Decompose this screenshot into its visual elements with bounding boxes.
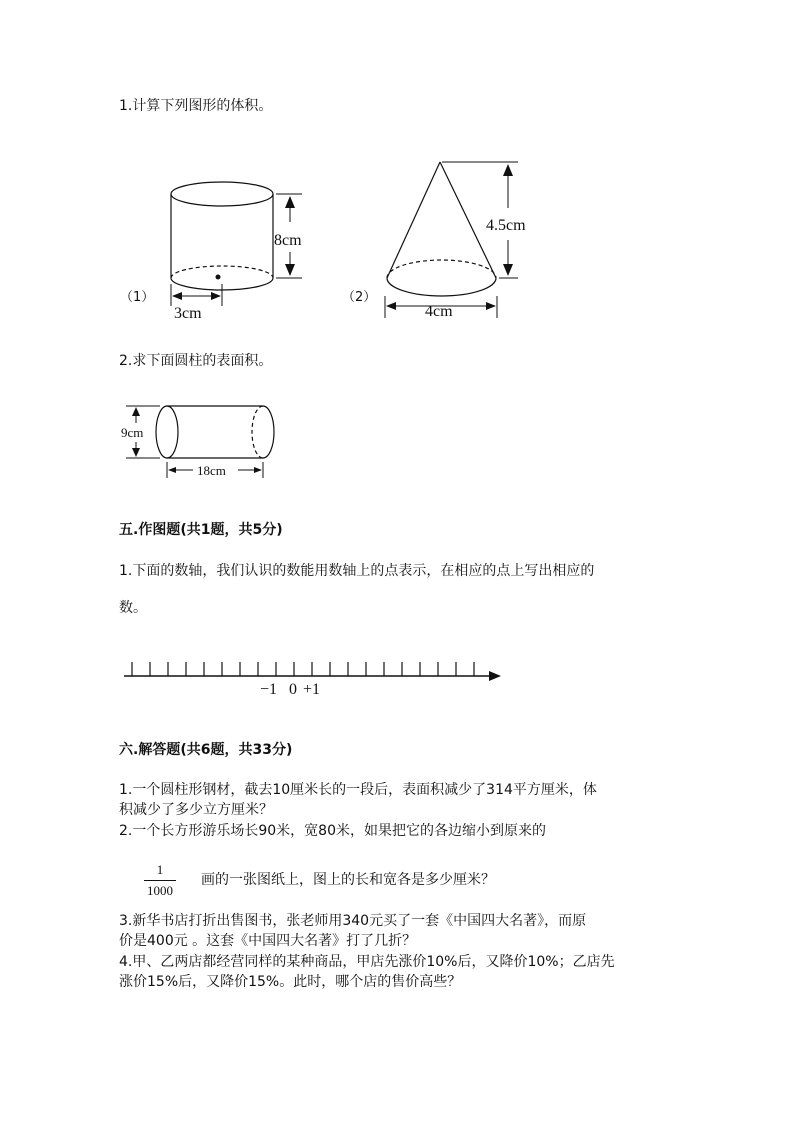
cylinder-radius-label: 3cm [174, 305, 202, 322]
horizontal-cylinder-length-label: 18cm [197, 463, 226, 478]
fraction [140, 862, 180, 902]
section6-q3-line2: 价是400元 。这套《中国四大名著》打了几折？ [119, 933, 417, 949]
section6-title: 六.解答题(共6题，共33分) [119, 742, 293, 758]
cylinder-height-label: 8cm [274, 232, 302, 249]
q1-text: 1.计算下列图形的体积。 [119, 98, 273, 114]
number-line-ticks [132, 662, 474, 676]
section5-q1-line2: 数。 [119, 600, 147, 616]
fraction-bar [144, 880, 176, 881]
number-line-arrow [489, 671, 501, 681]
number-line-label-zero: 0 [289, 681, 297, 698]
fraction-numerator: 1 [156, 862, 164, 877]
number-line [124, 662, 492, 676]
horizontal-cylinder-diameter-label: 9cm [121, 425, 144, 440]
section5-title: 五.作图题(共1题，共5分) [119, 522, 283, 538]
number-line-label-pos: +1 [303, 681, 321, 698]
cylinder-shape [171, 182, 273, 290]
horizontal-cylinder-shape [156, 406, 274, 458]
cone-shape [387, 162, 496, 296]
section6-q4-line2: 涨价15%后，又降价15%。此时，哪个店的售价高些？ [119, 974, 462, 990]
section6-q2-line2: 画的一张图纸上，图上的长和宽各是多少厘米？ [201, 872, 495, 888]
cylinder-center-dot [216, 275, 221, 280]
section6-q2-line1: 2.一个长方形游乐场长90米，宽80米，如果把它的各边缩小到原来的 [119, 823, 546, 839]
figure1-marker: （1） [120, 290, 155, 305]
cone-height-label: 4.5cm [486, 217, 526, 234]
number-line-label-neg: −1 [260, 681, 278, 698]
section6-q1-line1: 1.一个圆柱形钢材，截去10厘米长的一段后，表面积减少了314平方厘米，体 [119, 782, 597, 798]
q2-text: 2.求下面圆柱的表面积。 [119, 353, 273, 369]
fraction-denominator: 1000 [147, 883, 173, 898]
section5-q1-line1: 1.下面的数轴，我们认识的数能用数轴上的点表示，在相应的点上写出相应的 [119, 563, 595, 579]
section6-q4-line1: 4.甲、乙两店都经营同样的某种商品，甲店先涨价10%后，又降价10%；乙店先 [119, 954, 615, 970]
section6-q1-line2: 积减少了多少立方厘米？ [119, 802, 273, 818]
cone-diameter-label: 4cm [425, 303, 453, 320]
figure2-marker: （2） [342, 290, 377, 305]
section6-q3-line1: 3.新华书店打折出售图书，张老师用340元买了一套《中国四大名著》，而原 [119, 913, 587, 929]
